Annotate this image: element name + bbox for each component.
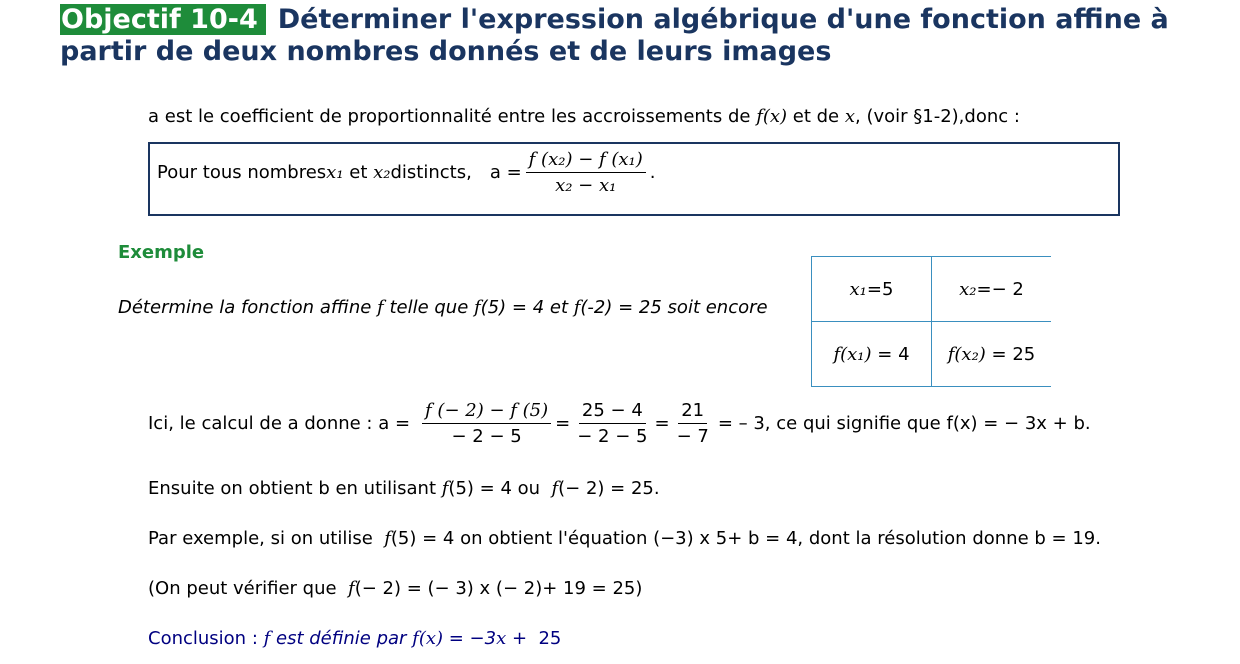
step2-tail: (− 2) = 25. <box>558 478 660 499</box>
calc-eq2: = <box>654 413 670 434</box>
example-p5: (-2) <box>580 297 619 318</box>
calc-tail: = – 3, ce qui signifie que f(x) = − 3x + b. <box>717 413 1091 434</box>
step3-tail: (5) = 4 on obtient l'équation (−3) x 5+ b = 4, dont la résolution donne b = 19. <box>390 528 1101 549</box>
formula-x2: x₂ <box>373 162 391 183</box>
conclusion-f: f <box>263 628 271 649</box>
calc-frac1-den: − 2 − 5 <box>451 426 522 447</box>
x2-label: x₂ <box>959 278 977 300</box>
calc-eq1: = <box>555 413 571 434</box>
fx1-value: = 4 <box>871 343 910 365</box>
conclusion <box>148 628 561 649</box>
example-heading: Exemple <box>118 242 205 263</box>
fx1-label: f(x₁) <box>833 343 872 365</box>
example-p6: = 25 soit encore <box>618 297 768 318</box>
step3-lead: Par exemple, si on utilise <box>148 528 385 549</box>
step-3-paragraph <box>148 528 1101 549</box>
step2-mid: (5) = 4 ou <box>448 478 552 499</box>
x2-value: =− 2 <box>976 278 1024 300</box>
example-fm2: f <box>573 297 581 318</box>
example-f: f <box>377 297 384 318</box>
fx2-label: f(x₂) <box>947 343 986 365</box>
step4-lead: (On peut vérifier que <box>148 578 349 599</box>
formula-numerator: f (x₂) − f (x₁) <box>526 149 646 173</box>
example-p2: telle que <box>383 297 474 318</box>
conclusion-lead: Conclusion : <box>148 628 264 649</box>
formula-box <box>148 142 1120 216</box>
calc-frac3-den: − 7 <box>676 426 709 447</box>
intro-mid: et de <box>787 106 845 127</box>
fx2-value: = 25 <box>985 343 1036 365</box>
calc-fraction-2 <box>574 400 650 447</box>
table-cell-fx1 <box>812 322 932 387</box>
formula-and: et <box>343 162 374 183</box>
intro-paragraph <box>148 106 1020 127</box>
formula-lead: Pour tous nombres <box>157 162 327 183</box>
formula-a-eq: a = <box>489 162 522 183</box>
page-title <box>60 4 1220 68</box>
example-p4: = 4 et <box>511 297 574 318</box>
calculation-line <box>148 400 1091 447</box>
x1-value: =5 <box>866 278 894 300</box>
calc-frac3-num: 21 <box>678 400 707 424</box>
calc-lead: Ici, le calcul de a donne : a = <box>148 413 411 434</box>
calc-frac1-num: f (− 2) − f (5) <box>422 400 551 424</box>
formula-x1: x₁ <box>326 162 344 183</box>
table-row <box>812 257 1052 322</box>
formula-distinct: distincts, <box>390 162 472 183</box>
example-p3: (5) <box>480 297 512 318</box>
formula-fraction <box>526 149 646 196</box>
step2-lead: Ensuite on obtient b en utilisant <box>148 478 442 499</box>
step-4-paragraph <box>148 578 642 599</box>
intro-fx: f(x) <box>756 106 788 127</box>
conclusion-x: x <box>496 628 507 649</box>
step4-tail: (− 2) = (− 3) x (− 2)+ 19 = 25) <box>354 578 643 599</box>
table-cell-fx2 <box>932 322 1052 387</box>
calc-fraction-3 <box>674 400 712 447</box>
intro-x: x <box>844 106 855 127</box>
table-cell-x2 <box>932 257 1052 322</box>
calc-frac2-den: − 2 − 5 <box>577 426 648 447</box>
step-2-paragraph <box>148 478 660 499</box>
conclusion-mid: est définie par <box>270 628 413 649</box>
calc-frac2-num: 25 − 4 <box>579 400 646 424</box>
intro-lead: a est le coefficient de proportionnalité entre les accroissements de <box>148 106 757 127</box>
step3-f: f <box>384 528 391 549</box>
objective-badge: Objectif 10-4 <box>60 4 266 35</box>
conclusion-fx: f(x) <box>412 628 444 649</box>
conclusion-end: + 25 <box>506 628 562 649</box>
example-statement <box>118 297 768 318</box>
objective-title: Déterminer l'expression algébrique d'une fonction affine à partir de deux nombres donnés et de leurs images <box>60 4 1169 67</box>
intro-tail: , (voir §1-2),donc : <box>855 106 1020 127</box>
calc-fraction-1 <box>422 400 551 447</box>
example-p1: Détermine la fonction affine <box>118 297 378 318</box>
example-f5: f <box>474 297 481 318</box>
step2-f: f <box>441 478 449 499</box>
step2-f2: f <box>551 478 559 499</box>
formula-denominator: x₂ − x₁ <box>555 175 617 196</box>
step4-f: f <box>348 578 355 599</box>
table-cell-x1 <box>812 257 932 322</box>
formula-end: . <box>649 162 656 183</box>
conclusion-tail: = −3 <box>443 628 497 649</box>
x1-label: x₁ <box>849 278 867 300</box>
values-table <box>811 256 1051 387</box>
table-row <box>812 322 1052 387</box>
